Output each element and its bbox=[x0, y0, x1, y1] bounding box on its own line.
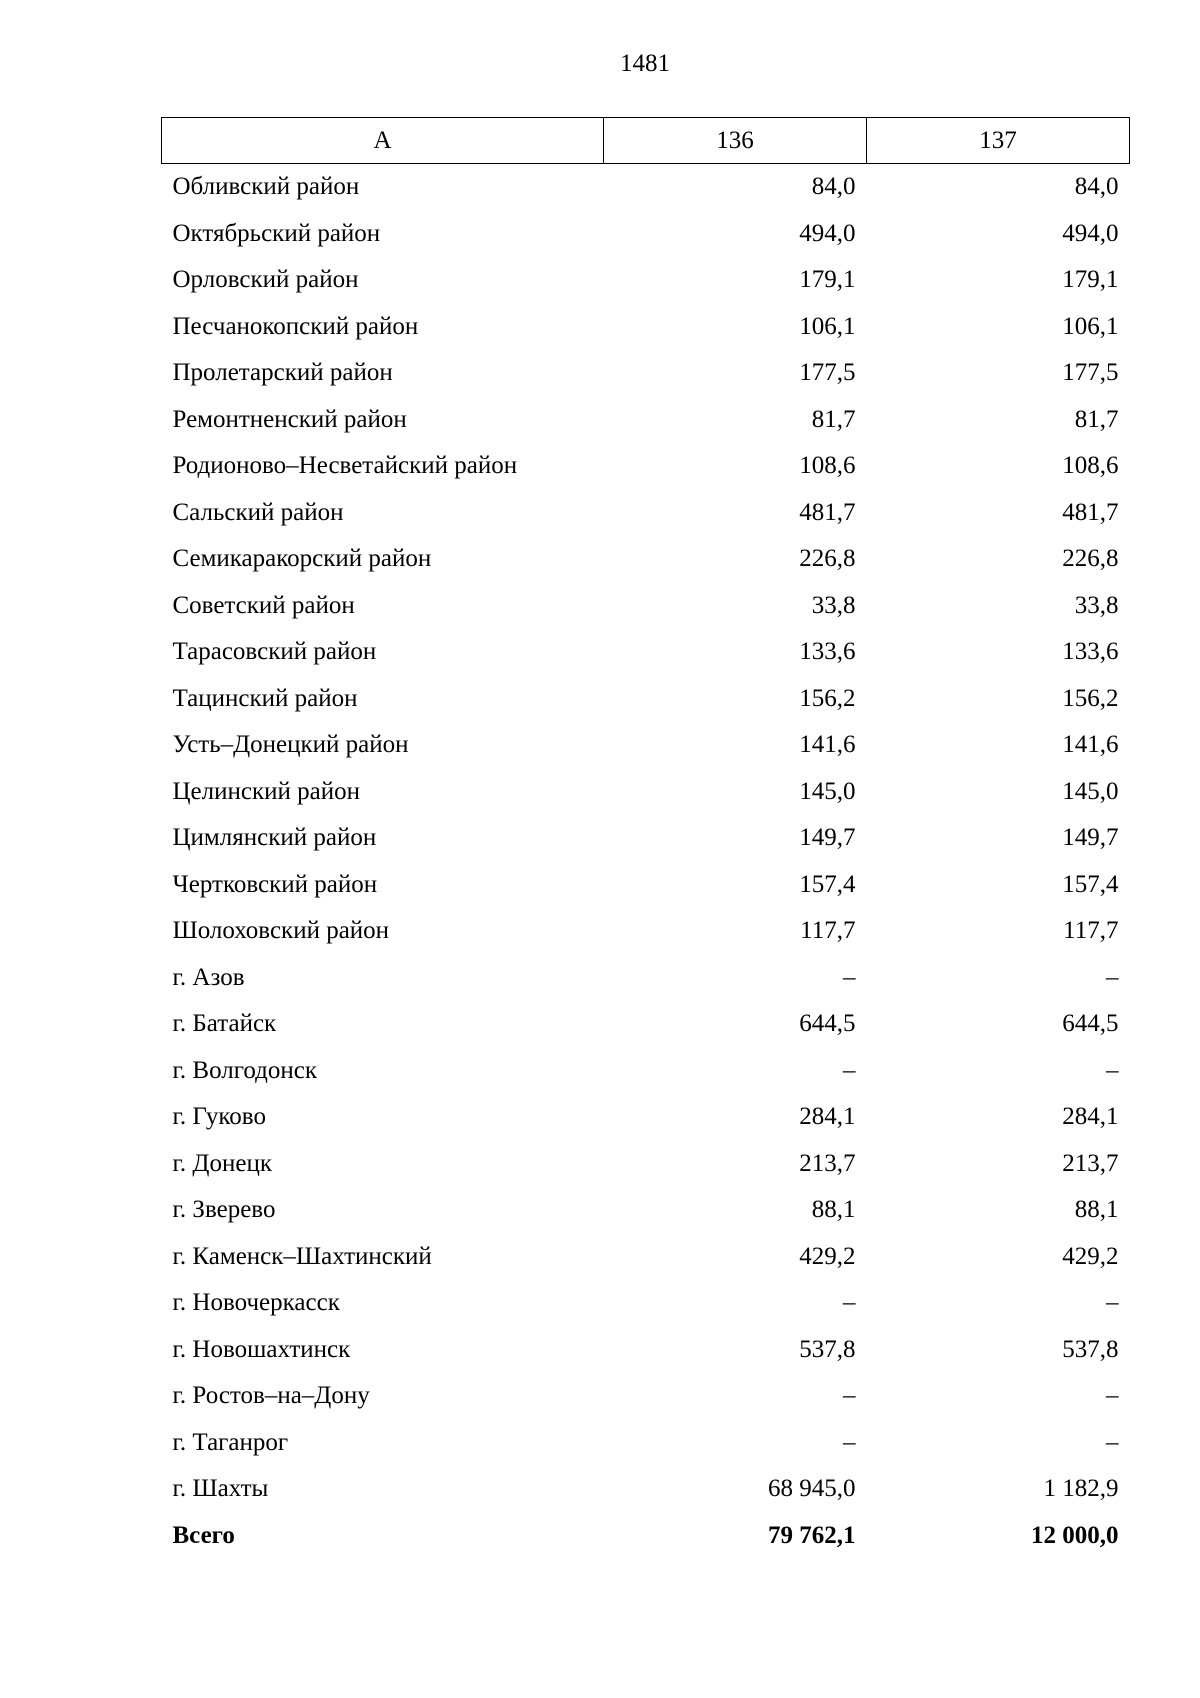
table-row bbox=[162, 490, 1130, 537]
cell-value-137: 284,1 bbox=[1062, 1103, 1119, 1131]
cell-value-136: 284,1 bbox=[799, 1103, 856, 1131]
table-row bbox=[162, 629, 1130, 676]
cell-value-137: 644,5 bbox=[1062, 1010, 1119, 1038]
cell-value-136: 88,1 bbox=[811, 1196, 856, 1224]
cell-value-137: 141,6 bbox=[1062, 731, 1119, 759]
cell-value-137: 157,4 bbox=[1062, 870, 1119, 898]
header-cell-137: 137 bbox=[867, 118, 1130, 164]
table-row bbox=[162, 1280, 1130, 1327]
cell-value-137: 145,0 bbox=[1062, 777, 1119, 805]
total-row bbox=[162, 1513, 1130, 1560]
cell-value-136: 106,1 bbox=[799, 312, 856, 340]
table-row bbox=[162, 815, 1130, 862]
cell-name: Пролетарский район bbox=[172, 359, 393, 387]
cell-name: г. Зверево bbox=[172, 1196, 276, 1224]
cell-value-136: 81,7 bbox=[811, 405, 856, 433]
cell-value-136: 108,6 bbox=[799, 452, 856, 480]
cell-value-137: 177,5 bbox=[1062, 359, 1119, 387]
cell-value-137: 537,8 bbox=[1062, 1335, 1119, 1363]
cell-value-136: 481,7 bbox=[799, 498, 856, 526]
cell-value-137: – bbox=[1106, 1289, 1119, 1317]
cell-name: г. Каменск–Шахтинский bbox=[172, 1242, 432, 1270]
cell-value-137: 149,7 bbox=[1062, 824, 1119, 852]
cell-value-136: 179,1 bbox=[799, 266, 856, 294]
cell-value-137: 33,8 bbox=[1074, 591, 1119, 619]
cell-name: Цимлянский район bbox=[172, 824, 377, 852]
cell-name: Всего bbox=[172, 1521, 235, 1549]
cell-value-137: 88,1 bbox=[1074, 1196, 1119, 1224]
cell-name: г. Новошахтинск bbox=[172, 1335, 351, 1363]
table-row bbox=[162, 1234, 1130, 1281]
cell-value-137: 117,7 bbox=[1063, 917, 1119, 945]
cell-value-136: – bbox=[843, 1289, 856, 1317]
cell-value-136: 33,8 bbox=[811, 591, 856, 619]
cell-name: Родионово–Несветайский район bbox=[172, 452, 518, 480]
cell-value-136: – bbox=[843, 1056, 856, 1084]
cell-value-136: – bbox=[843, 1382, 856, 1410]
cell-name: г. Волгодонск bbox=[172, 1056, 318, 1084]
header-cell-136: 136 bbox=[604, 118, 867, 164]
cell-value-137: 108,6 bbox=[1062, 452, 1119, 480]
cell-value-137: 179,1 bbox=[1062, 266, 1119, 294]
page-number: 1481 bbox=[620, 50, 670, 77]
budget-table bbox=[161, 117, 1130, 1559]
table-row bbox=[162, 1094, 1130, 1141]
cell-value-136: 145,0 bbox=[799, 777, 856, 805]
table-row bbox=[162, 164, 1130, 211]
table-row bbox=[162, 257, 1130, 304]
table-row bbox=[162, 397, 1130, 444]
table-row bbox=[162, 1141, 1130, 1188]
table-row bbox=[162, 443, 1130, 490]
header-cell-name: А bbox=[162, 118, 604, 164]
table-row bbox=[162, 1420, 1130, 1467]
cell-value-137: 12 000,0 bbox=[1031, 1521, 1119, 1549]
cell-name: Тарасовский район bbox=[172, 638, 377, 666]
table-row bbox=[162, 676, 1130, 723]
cell-value-137: 156,2 bbox=[1062, 684, 1119, 712]
cell-value-137: 81,7 bbox=[1074, 405, 1119, 433]
cell-value-136: 84,0 bbox=[811, 173, 856, 201]
cell-value-137: – bbox=[1106, 963, 1119, 991]
cell-value-136: – bbox=[843, 963, 856, 991]
cell-name: Октябрьский район bbox=[172, 219, 381, 247]
cell-value-136: 117,7 bbox=[800, 917, 856, 945]
cell-value-136: 141,6 bbox=[799, 731, 856, 759]
table-row bbox=[162, 908, 1130, 955]
cell-name: г. Азов bbox=[172, 963, 245, 991]
cell-name: г. Таганрог bbox=[172, 1428, 289, 1456]
table-row bbox=[162, 769, 1130, 816]
cell-value-136: 133,6 bbox=[799, 638, 856, 666]
cell-value-136: 537,8 bbox=[799, 1335, 856, 1363]
cell-value-136: 644,5 bbox=[799, 1010, 856, 1038]
cell-name: Обливский район bbox=[172, 173, 360, 201]
cell-value-137: 481,7 bbox=[1062, 498, 1119, 526]
cell-value-137: – bbox=[1106, 1056, 1119, 1084]
cell-value-137: 1 182,9 bbox=[1043, 1475, 1119, 1503]
cell-value-136: 79 762,1 bbox=[768, 1521, 856, 1549]
cell-name: Усть–Донецкий район bbox=[172, 731, 409, 759]
cell-name: Семикаракорский район bbox=[172, 545, 432, 573]
cell-name: г. Донецк bbox=[172, 1149, 272, 1177]
cell-value-137: 494,0 bbox=[1062, 219, 1119, 247]
table-row bbox=[162, 1373, 1130, 1420]
cell-name: Целинский район bbox=[172, 777, 360, 805]
table-row bbox=[162, 350, 1130, 397]
cell-name: г. Гуково bbox=[172, 1103, 266, 1131]
table-row bbox=[162, 722, 1130, 769]
cell-name: Песчанокопский район bbox=[172, 312, 419, 340]
cell-name: Тацинский район bbox=[172, 684, 358, 712]
cell-value-136: 149,7 bbox=[799, 824, 856, 852]
table-row bbox=[162, 536, 1130, 583]
cell-name: Ремонтненский район bbox=[172, 405, 407, 433]
cell-name: г. Новочеркасск bbox=[172, 1289, 340, 1317]
cell-value-136: 429,2 bbox=[799, 1242, 856, 1270]
table-row bbox=[162, 1048, 1130, 1095]
cell-name: г. Батайск bbox=[172, 1010, 277, 1038]
cell-value-137: – bbox=[1106, 1382, 1119, 1410]
table-row bbox=[162, 583, 1130, 630]
cell-value-136: 157,4 bbox=[799, 870, 856, 898]
table-body bbox=[162, 164, 1130, 1560]
cell-name: Чертковский район bbox=[172, 870, 378, 898]
cell-name: г. Шахты bbox=[172, 1475, 269, 1503]
cell-value-137: 429,2 bbox=[1062, 1242, 1119, 1270]
cell-name: г. Ростов–на–Дону bbox=[172, 1382, 370, 1410]
cell-value-136: 177,5 bbox=[799, 359, 856, 387]
cell-value-137: – bbox=[1106, 1428, 1119, 1456]
cell-value-136: 494,0 bbox=[799, 219, 856, 247]
cell-name: Сальский район bbox=[172, 498, 344, 526]
table-row bbox=[162, 862, 1130, 909]
cell-name: Орловский район bbox=[172, 266, 359, 294]
cell-value-137: 106,1 bbox=[1062, 312, 1119, 340]
cell-value-137: 84,0 bbox=[1074, 173, 1119, 201]
table-row bbox=[162, 1327, 1130, 1374]
table-row bbox=[162, 1001, 1130, 1048]
cell-name: Шолоховский район bbox=[172, 917, 390, 945]
cell-value-137: 226,8 bbox=[1062, 545, 1119, 573]
table-row bbox=[162, 1466, 1130, 1513]
table-row bbox=[162, 211, 1130, 258]
cell-value-136: 156,2 bbox=[799, 684, 856, 712]
header-row bbox=[162, 118, 1130, 164]
cell-value-137: 213,7 bbox=[1062, 1149, 1119, 1177]
table-row bbox=[162, 1187, 1130, 1234]
cell-value-136: 226,8 bbox=[799, 545, 856, 573]
cell-name: Советский район bbox=[172, 591, 355, 619]
cell-value-136: 213,7 bbox=[799, 1149, 856, 1177]
cell-value-137: 133,6 bbox=[1062, 638, 1119, 666]
table-row bbox=[162, 955, 1130, 1002]
table-row bbox=[162, 304, 1130, 351]
cell-value-136: – bbox=[843, 1428, 856, 1456]
cell-value-136: 68 945,0 bbox=[768, 1475, 856, 1503]
table-header bbox=[162, 118, 1130, 164]
